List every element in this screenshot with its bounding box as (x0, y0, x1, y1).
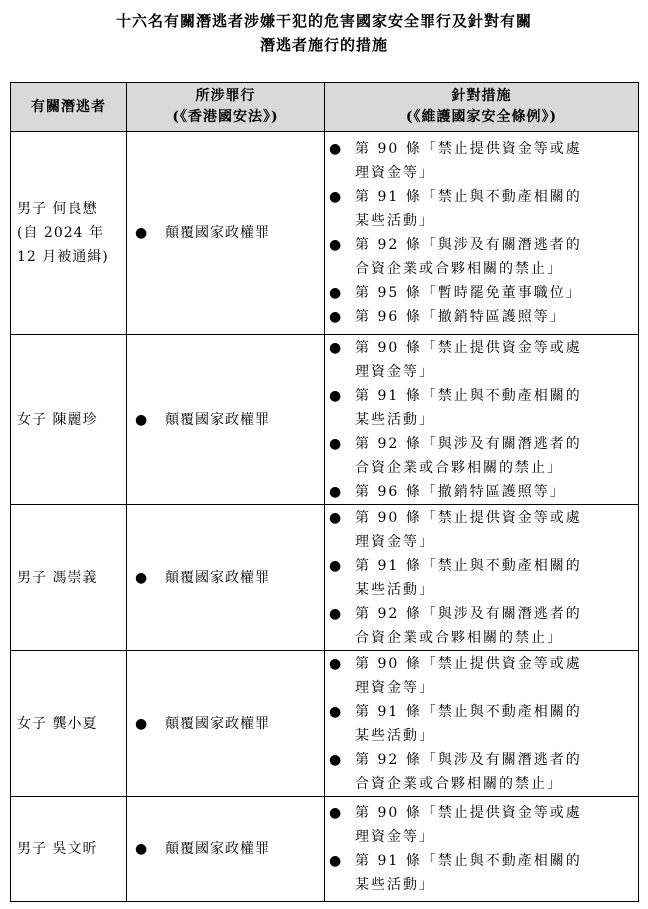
person-name: 男子 吳文昕 (17, 841, 98, 857)
measure-item (325, 748, 638, 796)
bullet-icon: ● (329, 339, 344, 356)
measure-item (325, 602, 638, 650)
measure-item (325, 849, 638, 897)
measure-text-line1: 第 90 條「禁止提供資金等或處 (355, 509, 582, 526)
measure-text-line1: 第 91 條「禁止與不動產相關的 (355, 853, 582, 869)
person-name: 女子 龔小夏 (17, 715, 98, 732)
person-cell (11, 797, 127, 902)
header-measures-label: 針對措施 (451, 88, 512, 104)
offence-cell (127, 335, 325, 505)
measure-text-line2: 合資企業或合夥相關的禁止」 (355, 261, 563, 277)
measure-text-line2: 某些活動」 (355, 213, 435, 229)
measures-cell (325, 505, 639, 651)
measure-text-line2: 理資金等」 (355, 363, 435, 380)
bullet-icon: ● (329, 189, 344, 205)
table-row (11, 505, 639, 651)
measure-item (325, 185, 638, 233)
header-measures-sub: (《維護國家安全條例》) (405, 109, 558, 125)
person-cell (11, 505, 127, 651)
measure-text-line1: 第 95 條「暫時罷免董事職位」 (355, 285, 582, 301)
measure-text-line2: 某些活動」 (355, 727, 435, 744)
measure-text-line2: 某些活動」 (355, 411, 435, 428)
measure-item (325, 384, 638, 432)
measure-text-line1: 第 96 條「撤銷特區護照等」 (355, 483, 566, 500)
measures-cell (325, 335, 639, 505)
person-cell (11, 132, 127, 335)
bullet-icon: ● (135, 841, 149, 857)
absconders-table (10, 82, 639, 902)
person-name: 男子 何良懋 (17, 201, 98, 217)
measure-text-line1: 第 96 條「撤銷特區護照等」 (355, 309, 566, 325)
measure-item (325, 480, 638, 504)
table-row (11, 335, 639, 505)
bullet-icon: ● (329, 751, 344, 768)
person-cell (11, 651, 127, 797)
title-line-1: 十六名有關潛逃者涉嫌干犯的危害國家安全罪行及針對有關 (115, 12, 532, 30)
measure-text-line2: 合資企業或合夥相關的禁止」 (355, 775, 563, 792)
measures-cell (325, 651, 639, 797)
measure-item (325, 432, 638, 480)
measure-text-line1: 第 91 條「禁止與不動產相關的 (355, 557, 582, 574)
measure-text-line1: 第 90 條「禁止提供資金等或處 (355, 805, 582, 821)
measure-item (325, 137, 638, 185)
bullet-icon: ● (329, 285, 344, 301)
table-row (11, 651, 639, 797)
measure-item (325, 700, 638, 748)
bullet-icon: ● (329, 237, 344, 253)
bullet-icon: ● (329, 141, 344, 157)
person-name: 女子 陳麗珍 (17, 411, 98, 428)
measure-item (325, 801, 638, 849)
measure-text-line1: 第 90 條「禁止提供資金等或處 (355, 141, 582, 157)
document-title (0, 9, 648, 57)
person-wanted-note: (自 2024 年 12 月被通緝) (17, 225, 109, 265)
offence-text: 顛覆國家政權罪 (165, 569, 270, 586)
bullet-icon: ● (329, 805, 344, 821)
measure-text-line1: 第 90 條「禁止提供資金等或處 (355, 339, 582, 356)
offence-cell (127, 651, 325, 797)
measure-text-line2: 理資金等」 (355, 533, 435, 550)
measure-item (325, 554, 638, 602)
measure-text-line2: 合資企業或合夥相關的禁止」 (355, 459, 563, 476)
header-offence-label: 所涉罪行 (195, 88, 256, 104)
bullet-icon: ● (135, 569, 149, 586)
measure-text-line1: 第 91 條「禁止與不動產相關的 (355, 703, 582, 720)
header-measures (325, 83, 639, 132)
bullet-icon: ● (329, 557, 344, 574)
table-row (11, 797, 639, 902)
measure-text-line1: 第 92 條「與涉及有關潛逃者的 (355, 435, 582, 452)
measure-text-line1: 第 92 條「與涉及有關潛逃者的 (355, 237, 582, 253)
bullet-icon: ● (135, 411, 149, 428)
table-row (11, 132, 639, 335)
bullet-icon: ● (135, 225, 149, 241)
bullet-icon: ● (329, 655, 344, 672)
table-header-row (11, 83, 639, 132)
measure-text-line1: 第 90 條「禁止提供資金等或處 (355, 655, 582, 672)
measure-text-line1: 第 92 條「與涉及有關潛逃者的 (355, 751, 582, 768)
measure-text-line2: 理資金等」 (355, 829, 435, 845)
measure-text-line2: 合資企業或合夥相關的禁止」 (355, 629, 563, 646)
header-person: 有關潛逃者 (11, 83, 127, 132)
header-offence-sub: (《香港國安法》) (172, 109, 279, 125)
bullet-icon: ● (329, 605, 344, 622)
bullet-icon: ● (329, 309, 344, 325)
offence-cell (127, 797, 325, 902)
measures-cell (325, 132, 639, 335)
person-cell (11, 335, 127, 505)
bullet-icon: ● (329, 853, 344, 869)
measure-text-line2: 某些活動」 (355, 877, 435, 893)
person-name: 男子 馮崇義 (17, 569, 98, 586)
header-offence (127, 83, 325, 132)
measure-text-line2: 某些活動」 (355, 581, 435, 598)
measure-item (325, 281, 638, 305)
measure-text-line1: 第 91 條「禁止與不動產相關的 (355, 189, 582, 205)
offence-cell (127, 132, 325, 335)
offence-text: 顛覆國家政權罪 (165, 225, 270, 241)
measure-item (325, 305, 638, 329)
offence-text: 顛覆國家政權罪 (165, 841, 270, 857)
bullet-icon: ● (329, 483, 344, 500)
offence-cell (127, 505, 325, 651)
measure-item (325, 652, 638, 700)
measure-text-line1: 第 92 條「與涉及有關潛逃者的 (355, 605, 582, 622)
bullet-icon: ● (329, 509, 344, 526)
measure-text-line2: 理資金等」 (355, 165, 435, 181)
bullet-icon: ● (329, 703, 344, 720)
measure-text-line1: 第 91 條「禁止與不動產相關的 (355, 387, 582, 404)
measure-item (325, 233, 638, 281)
bullet-icon: ● (329, 435, 344, 452)
offence-text: 顛覆國家政權罪 (165, 715, 270, 732)
offence-text: 顛覆國家政權罪 (165, 411, 270, 428)
title-line-2: 潛逃者施行的措施 (259, 36, 388, 54)
measure-item (325, 506, 638, 554)
measure-item (325, 336, 638, 384)
bullet-icon: ● (329, 387, 344, 404)
measure-text-line2: 理資金等」 (355, 679, 435, 696)
bullet-icon: ● (135, 715, 149, 732)
measures-cell (325, 797, 639, 902)
